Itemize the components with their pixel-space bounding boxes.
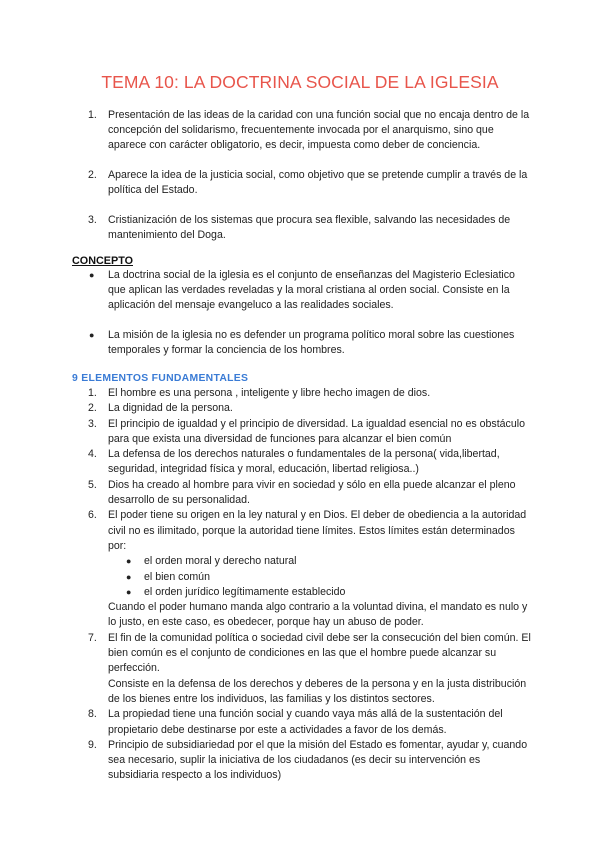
item-text: el bien común bbox=[144, 570, 210, 583]
item-text: Presentación de las ideas de la caridad con una función social que no encaja dentro de la concepción del solidarismo, frecuentemente invocada por el anarquismo, sino que aparece con carácter obligatorio, es decir, impuesta como deber de conciencia. bbox=[108, 109, 530, 151]
list-item bbox=[72, 108, 532, 153]
item-number: 2. bbox=[88, 402, 97, 415]
item-number: 9. bbox=[88, 738, 97, 751]
item-text: El fin de la comunidad política o sociedad civil debe ser la consecución del bien común. El bien común es el conjunto de condiciones en las que el hombre puede alcanzar su perfección. bbox=[108, 631, 531, 675]
elementos-list bbox=[72, 386, 532, 784]
list-item bbox=[72, 738, 532, 784]
list-item bbox=[72, 417, 532, 448]
concepto-list bbox=[72, 268, 532, 313]
bullet-icon: ● bbox=[126, 571, 132, 582]
item-number: 7. bbox=[88, 631, 97, 644]
item-text: La doctrina social de la iglesia es el conjunto de enseñanzas del Magisterio Eclesiatico que aplican las verdades reveladas y la moral cristiana al orden social. Consiste en la aplicación del mensaje evangeluco a las realidades sociales. bbox=[108, 269, 515, 311]
list-item bbox=[72, 478, 532, 509]
item-text: Principio de subsidiariedad por el que la misión del Estado es fomentar, ayudar y, cuando sea necesario, suplir la iniciativa de los ciudadanos (es decir su intervención es subsidiaria respecto a los individuos) bbox=[108, 738, 528, 782]
list-item bbox=[72, 631, 532, 707]
item-text: El hombre es una persona , inteligente y libre hecho imagen de dios. bbox=[108, 387, 431, 399]
sub-list bbox=[108, 554, 532, 600]
item-number: 3. bbox=[88, 417, 97, 430]
item-text: La defensa de los derechos naturales o fundamentales de la persona( vida,libertad, seguridad, integridad física y moral, educación, libertad religiosa..) bbox=[108, 448, 500, 476]
sub-list-item bbox=[108, 585, 532, 600]
item-number: 3. bbox=[88, 214, 97, 226]
list-item bbox=[72, 168, 532, 198]
bullet-icon: ● bbox=[126, 556, 132, 567]
item-text: Aparece la idea de la justicia social, como objetivo que se pretende cumplir a través de la política del Estado. bbox=[108, 169, 528, 196]
bullet-icon: ● bbox=[89, 270, 95, 280]
item-number: 6. bbox=[88, 509, 97, 522]
item-text: La dignidad de la persona. bbox=[108, 402, 233, 415]
elementos-heading: 9 ELEMENTOS FUNDAMENTALES bbox=[72, 373, 249, 384]
item-text: La propiedad tiene una función social y cuando vaya más allá de la sustentación del propietario debe destinarse por este a actividades a favor de los demás. bbox=[108, 708, 503, 736]
list-item bbox=[72, 447, 532, 478]
intro-list bbox=[72, 108, 532, 258]
list-item bbox=[72, 707, 532, 738]
concepto-heading: CONCEPTO bbox=[72, 255, 133, 267]
item-text: La misión de la iglesia no es defender un programa político moral sobre las cuestiones temporales y formar la conciencia de los hombres. bbox=[108, 329, 515, 356]
bullet-icon: ● bbox=[89, 330, 95, 340]
item-text: El poder tiene su origen en la ley natural y en Dios. El deber de obediencia a la autoridad civil no es ilimitado, porque la autoridad tiene límites. Estos límites están determinados por: bbox=[108, 509, 527, 552]
item-text: Cristianización de los sistemas que procura sea flexible, salvando las necesidades de mantenimiento del Doga. bbox=[108, 214, 511, 241]
list-item bbox=[72, 328, 532, 358]
list-item bbox=[72, 268, 532, 313]
sub-list-item bbox=[108, 570, 532, 585]
bullet-icon: ● bbox=[126, 586, 132, 597]
list-item bbox=[72, 508, 532, 630]
list-item bbox=[72, 401, 532, 416]
item-number: 4. bbox=[88, 448, 97, 461]
item-paragraph: Cuando el poder humano manda algo contrario a la voluntad divina, el mandato es nulo y lo justo, en este caso, es obedecer, porque hay un abuso de poder. bbox=[108, 601, 528, 629]
list-item bbox=[72, 386, 532, 401]
item-number: 2. bbox=[88, 169, 97, 181]
concepto-list bbox=[72, 328, 532, 358]
item-number: 5. bbox=[88, 478, 97, 491]
item-number: 8. bbox=[88, 708, 97, 721]
item-number: 1. bbox=[88, 387, 97, 399]
item-text: el orden jurídico legítimamente establecido bbox=[144, 585, 346, 598]
page-title: TEMA 10: LA DOCTRINA SOCIAL DE LA IGLESIA bbox=[101, 72, 499, 92]
list-item bbox=[72, 213, 532, 243]
item-paragraph: Consiste en la defensa de los derechos y deberes de la persona y en la justa distribución de los bienes entre los individuos, las familias y los distintos sectores. bbox=[108, 677, 527, 705]
item-text: el orden moral y derecho natural bbox=[144, 555, 297, 568]
item-text: Dios ha creado al hombre para vivir en sociedad y sólo en ella puede alcanzar el pleno desarrollo de su personalidad. bbox=[108, 478, 516, 507]
sub-list-item bbox=[108, 554, 532, 569]
item-text: El principio de igualdad y el principio de diversidad. La igualdad esencial no es obstáculo para que exista una diversidad de funciones para alcanzar el bien común bbox=[108, 417, 525, 445]
item-number: 1. bbox=[88, 109, 97, 121]
